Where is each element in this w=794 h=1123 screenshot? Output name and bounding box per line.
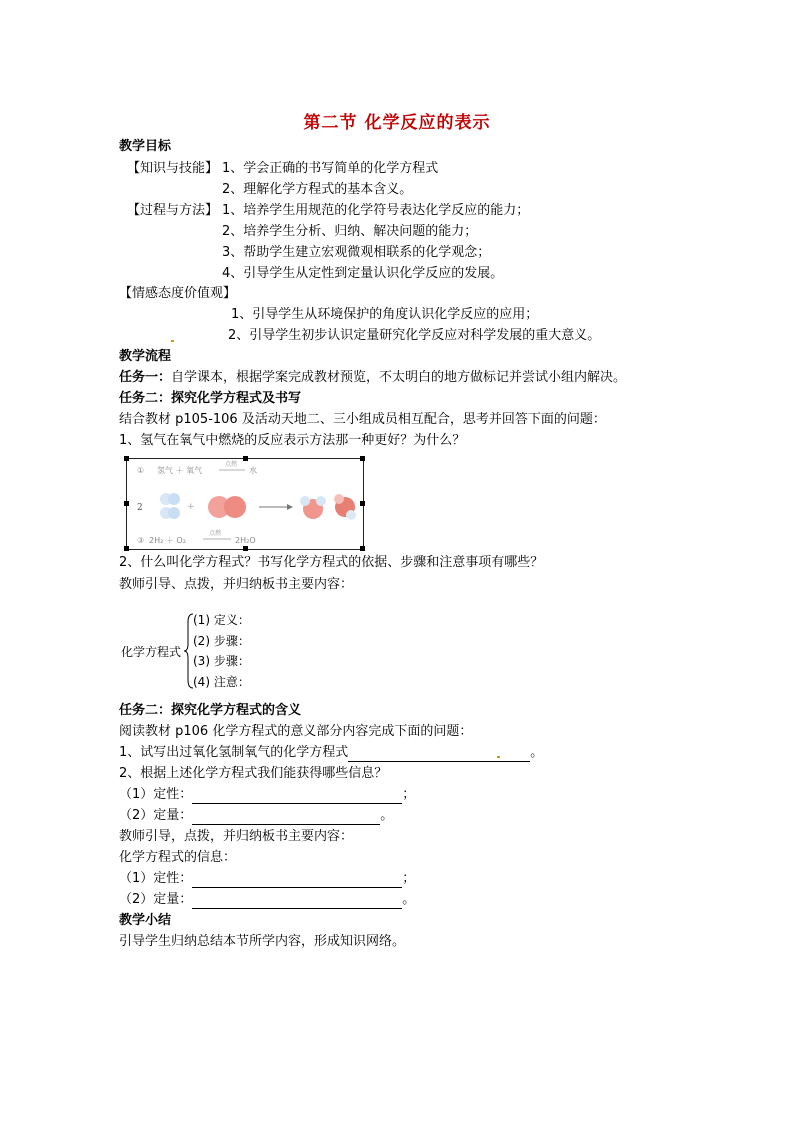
resize-handle[interactable] — [360, 456, 365, 461]
qualitative-label-2: （1）定性： — [119, 871, 193, 886]
flow-heading: 教学流程 — [119, 349, 172, 364]
task3-q1-suffix: 。 — [530, 745, 544, 760]
task3-q1-prefix: 1、试写出过氧化氢制氧气的化学方程式 — [119, 745, 349, 760]
qualitative-answer-blank[interactable] — [192, 789, 402, 804]
knowledge-item-2: 2、理解化学方程式的基本含义。 — [222, 182, 413, 197]
task1-text: 自学课本，根据学案完成教材预览，不太明白的地方做标记并尝试小组内解决。 — [171, 370, 627, 385]
task2-heading: 任务二：探究化学方程式及书写 — [119, 391, 302, 406]
info-heading: 化学方程式的信息： — [119, 850, 237, 865]
knowledge-label: 【知识与技能】 — [127, 161, 219, 176]
task2-intro: 结合教材 p105-106 及活动天地二、三小组成员相互配合，思考并回答下面的问题： — [119, 412, 606, 427]
row1-product: 水 — [249, 466, 257, 475]
row3-condition: 点燃 — [209, 530, 222, 537]
resize-handle[interactable] — [124, 501, 129, 506]
row3-text: 2H₂ ＋ O₂ — [149, 536, 186, 545]
resize-handle[interactable] — [360, 501, 365, 506]
qualitative-suffix: ； — [402, 787, 416, 802]
water-molecule-1 — [300, 496, 326, 519]
resize-handle[interactable] — [124, 546, 129, 551]
qualitative-row-2 — [119, 870, 415, 888]
task3-question-2: 2、根据上述化学方程式我们能获得哪些信息？ — [119, 766, 388, 781]
hydrogen-molecules — [160, 493, 180, 519]
reaction-figure — [126, 458, 364, 550]
reaction-figure-drawing — [127, 459, 363, 549]
row1-condition: 点燃 — [225, 461, 238, 468]
oxygen-molecule — [208, 496, 246, 518]
quantitative-answer-blank-2[interactable] — [192, 894, 402, 909]
resize-handle[interactable] — [243, 546, 248, 551]
row3-num: ③ — [137, 536, 145, 545]
row3-product: 2H₂O — [235, 536, 256, 545]
emotion-item-1: 1、引导学生从环境保护的角度认识化学反应的应用； — [231, 307, 539, 322]
summary-text: 引导学生归纳总结本节所学内容，形成知识网络。 — [119, 934, 406, 949]
brace-label: 化学方程式 — [121, 645, 182, 659]
resize-handle[interactable] — [360, 546, 365, 551]
qualitative-label: （1）定性： — [119, 787, 193, 802]
emotion-label: 【情感态度价值观】 — [119, 286, 237, 301]
resize-handle[interactable] — [243, 456, 248, 461]
quantitative-row — [119, 807, 393, 825]
process-item-3: 3、帮助学生建立宏观微观相联系的化学观念； — [222, 245, 491, 260]
task1-label: 任务一： — [119, 370, 172, 385]
knowledge-item-1: 1、学会正确的书写简单的化学方程式 — [222, 161, 439, 176]
brace-item-3: (3) 步骤： — [193, 654, 250, 668]
process-item-2: 2、培养学生分析、归纳、解决问题的能力； — [222, 224, 478, 239]
plus-sign: + — [187, 502, 195, 512]
summary-heading: 教学小结 — [119, 913, 172, 928]
question-2: 2、什么叫化学方程式？书写化学方程式的依据、步骤和注意事项有哪些？ — [119, 555, 544, 570]
qualitative-answer-blank-2[interactable] — [192, 873, 402, 888]
resize-handle[interactable] — [124, 456, 129, 461]
teacher-note-2: 教师引导，点拨，并归纳板书主要内容： — [119, 829, 354, 844]
task3-question-1 — [119, 744, 543, 762]
stray-mark — [171, 340, 174, 342]
process-label: 【过程与方法】 — [127, 203, 219, 218]
task3-intro: 阅读教材 p106 化学方程式的意义部分内容完成下面的问题： — [119, 724, 473, 739]
brace-item-4: (4) 注意： — [193, 675, 250, 689]
quantitative-label-2: （2）定量： — [119, 892, 193, 907]
brace-item-2: (2) 步骤： — [193, 634, 250, 648]
stray-mark — [497, 756, 500, 758]
quantitative-row-2 — [119, 891, 415, 909]
goals-heading: 教学目标 — [119, 139, 172, 154]
brace-item-1: (1) 定义： — [193, 613, 250, 627]
task3-heading: 任务二：探究化学方程式的含义 — [119, 703, 302, 718]
question-1: 1、氢气在氧气中燃烧的反应表示方法那一种更好？为什么？ — [119, 433, 466, 448]
row2-num: 2 — [137, 503, 143, 513]
equation-answer-blank[interactable] — [348, 747, 530, 762]
qualitative-suffix-2: ； — [402, 871, 416, 886]
teacher-note-1: 教师引导、点拨，并归纳板书主要内容： — [119, 577, 354, 592]
quantitative-label: （2）定量： — [119, 808, 193, 823]
task1-line — [119, 369, 626, 387]
qualitative-row — [119, 786, 415, 804]
quantitative-suffix: 。 — [380, 808, 394, 823]
process-item-1: 1、培养学生用规范的化学符号表达化学反应的能力； — [222, 203, 530, 218]
row1-text: 氢气 ＋ 氧气 — [157, 466, 203, 475]
quantitative-answer-blank[interactable] — [192, 810, 380, 825]
water-molecule-2 — [334, 494, 356, 520]
quantitative-suffix-2: 。 — [402, 892, 416, 907]
page-title: 第二节 化学反应的表示 — [303, 113, 491, 133]
process-item-4: 4、引导学生从定性到定量认识化学反应的发展。 — [222, 266, 504, 281]
row1-num: ① — [137, 466, 145, 475]
emotion-item-2: 2、引导学生初步认识定量研究化学反应对科学发展的重大意义。 — [228, 328, 601, 343]
